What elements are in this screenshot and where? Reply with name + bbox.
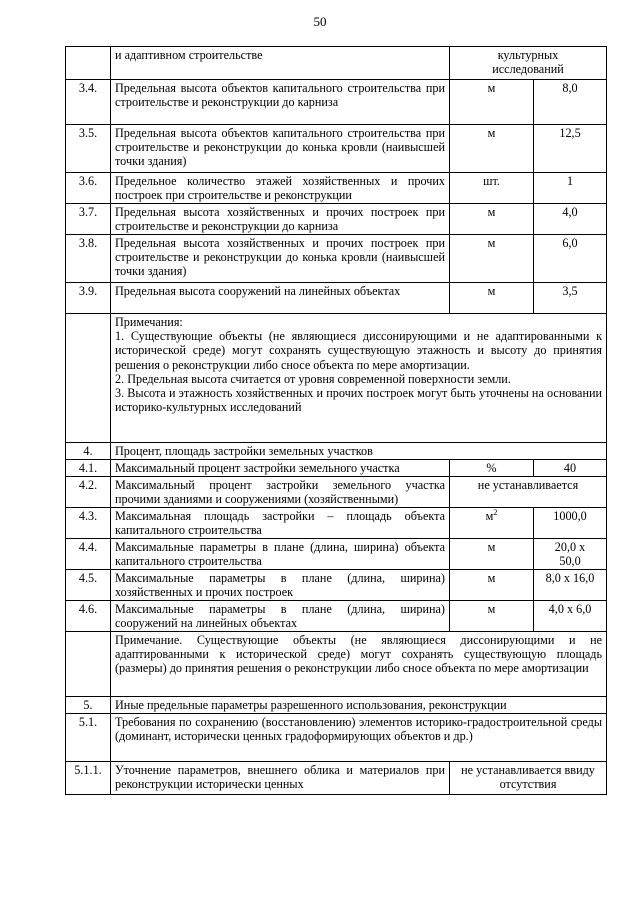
table-row <box>66 173 607 204</box>
row-number: 4.5. <box>66 570 111 601</box>
row-value: 4,0 х 6,0 <box>534 601 607 632</box>
row-value: 8,0 х 16,0 <box>534 570 607 601</box>
unit-superscript: 2 <box>493 508 498 517</box>
section-3-notes <box>111 314 607 443</box>
page-number: 50 <box>313 14 327 29</box>
table-row <box>66 443 607 460</box>
row-unit: м <box>450 80 534 125</box>
row-number: 5.1. <box>66 714 111 762</box>
row-unit: культурных исследований <box>450 47 607 80</box>
row-value: 12,5 <box>534 125 607 173</box>
row-number: 3.7. <box>66 204 111 235</box>
notes-title: Примечания: <box>115 315 183 329</box>
row-value: 20,0 х 50,0 <box>534 539 607 570</box>
row-number: 4.1. <box>66 460 111 477</box>
row-description: Уточнение параметров, внешнего облика и материалов при реконструкции исторически ценных <box>111 762 450 795</box>
row-unit: м <box>450 539 534 570</box>
table-row <box>66 714 607 762</box>
row-unit: м <box>450 204 534 235</box>
row-value: 40 <box>534 460 607 477</box>
row-number: 3.5. <box>66 125 111 173</box>
row-description: Предельная высота хозяйственных и прочих построек при строительстве и реконструкции до карниза <box>111 204 450 235</box>
row-number: 5.1.1. <box>66 762 111 795</box>
table-row <box>66 697 607 714</box>
table-row <box>66 204 607 235</box>
table-row <box>66 235 607 283</box>
row-number: 4.2. <box>66 477 111 508</box>
row-description: Предельное количество этажей хозяйственных и прочих построек при строительстве и реконструкции <box>111 173 450 204</box>
row-number: 3.8. <box>66 235 111 283</box>
table-row <box>66 283 607 314</box>
table-row <box>66 508 607 539</box>
row-description: Максимальные параметры в плане (длина, ширина) сооружений на линейных объектах <box>111 601 450 632</box>
row-value: 1000,0 <box>534 508 607 539</box>
row-unit: м <box>450 570 534 601</box>
row-value: 4,0 <box>534 204 607 235</box>
row-value: 1 <box>534 173 607 204</box>
table-row <box>66 460 607 477</box>
row-unit: не устанавливается ввиду отсутствия <box>450 762 607 795</box>
row-number <box>66 632 111 697</box>
row-unit: м <box>450 235 534 283</box>
row-description: Максимальная площадь застройки – площадь объекта капитального строительства <box>111 508 450 539</box>
row-description: Требования по сохранению (восстановлению) элементов историко-градостроительной среды (доминант, исторически ценных градоформирующих объектов и др.) <box>111 714 607 762</box>
table-row <box>66 80 607 125</box>
row-description: и адаптивном строительстве <box>111 47 450 80</box>
section-heading: Процент, площадь застройки земельных участков <box>111 443 607 460</box>
row-number: 4.6. <box>66 601 111 632</box>
row-unit: шт. <box>450 173 534 204</box>
row-unit: м <box>450 283 534 314</box>
row-number: 4.4. <box>66 539 111 570</box>
row-value: 8,0 <box>534 80 607 125</box>
row-description: Максимальные параметры в плане (длина, ширина) объекта капитального строительства <box>111 539 450 570</box>
note-item: 2. Предельная высота считается от уровня современной поверхности земли. <box>115 371 511 386</box>
section-4-note <box>111 632 607 697</box>
row-description: Максимальный процент застройки земельного участка прочими зданиями и сооружениями (хозяйственными) <box>111 477 450 508</box>
row-number <box>66 47 111 80</box>
row-number: 4. <box>66 443 111 460</box>
row-description: Предельная высота объектов капитального строительства при строительстве и реконструкции до карниза <box>111 80 450 125</box>
note-text: Примечание. Существующие объекты (не являющиеся диссонирующими и не адаптированными к исторической среде) могут сохранять существующую площадь (размеры) до принятия решения о реконструкции либо сносе объекта по мере амортизации <box>115 633 603 676</box>
row-number: 3.4. <box>66 80 111 125</box>
row-value: 6,0 <box>534 235 607 283</box>
table-row <box>66 47 607 80</box>
row-unit: % <box>450 460 534 477</box>
row-description: Максимальные параметры в плане (длина, ширина) хозяйственных и прочих построек <box>111 570 450 601</box>
row-number: 3.9. <box>66 283 111 314</box>
table-row-note <box>66 632 607 697</box>
row-description: Максимальный процент застройки земельного участка <box>111 460 450 477</box>
row-description: Предельная высота объектов капитального строительства при строительстве и реконструкции до конька кровли (наивысшей точки здания) <box>111 125 450 173</box>
table-row <box>66 570 607 601</box>
row-number: 5. <box>66 697 111 714</box>
table-row-note <box>66 314 607 443</box>
table-row <box>66 125 607 173</box>
row-unit: м <box>450 601 534 632</box>
section-heading: Иные предельные параметры разрешенного использования, реконструкции <box>111 697 607 714</box>
unit-base: м <box>485 509 494 523</box>
note-item: 3. Высота и этажность хозяйственных и прочих построек могут быть уточнены на основании историко-культурных исследований <box>115 386 603 415</box>
row-description: Предельная высота хозяйственных и прочих построек при строительстве и реконструкции до конька кровли (наивысшей точки здания) <box>111 235 450 283</box>
row-number <box>66 314 111 443</box>
row-value: 3,5 <box>534 283 607 314</box>
row-number: 3.6. <box>66 173 111 204</box>
row-unit: м <box>450 125 534 173</box>
row-description: Предельная высота сооружений на линейных объектах <box>111 283 450 314</box>
row-number: 4.3. <box>66 508 111 539</box>
row-unit <box>450 508 534 539</box>
note-item: 1. Существующие объекты (не являющиеся диссонирующими и не адаптированными к исторической среде) могут сохранять существующую этажность и высоту до принятия решения о реконструкции либо сносе объекта по мере амортизации. <box>115 329 603 372</box>
table-row <box>66 477 607 508</box>
table-row <box>66 539 607 570</box>
row-unit: не устанавливается <box>450 477 607 508</box>
table-row <box>66 601 607 632</box>
regulations-table <box>65 46 607 795</box>
table-row <box>66 762 607 795</box>
